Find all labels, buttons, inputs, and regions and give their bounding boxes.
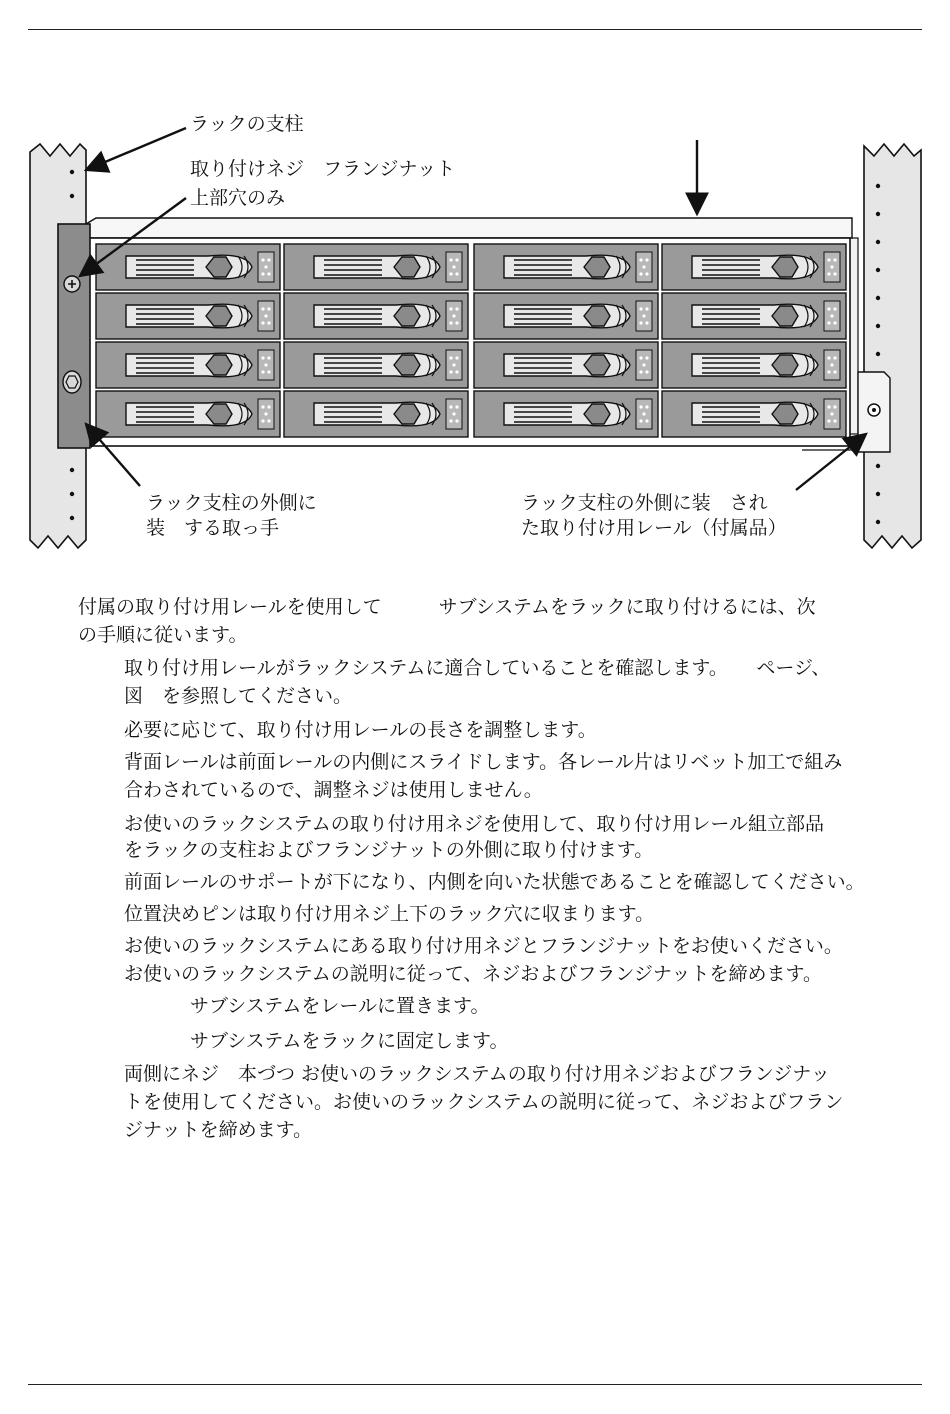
drive-tray (284, 244, 468, 290)
top-hole-only-label: 上部穴のみ (190, 187, 286, 209)
bottom-rule (28, 1384, 922, 1385)
intro-line-1: 付属の取り付け用レールを使用して サブシステムをラックに取り付けるには、次 (78, 596, 816, 618)
rack-post-leader (86, 128, 186, 170)
step-3-note-4: お使いのラックシステムの説明に従って、ネジおよびフランジナットを締めます。 (124, 963, 822, 985)
handle-label-line2: 装 する取っ手 (146, 517, 280, 539)
step-1-line-2: 図 を参照してください。 (124, 685, 353, 707)
drive-tray (284, 391, 468, 437)
left-handle (58, 224, 90, 448)
drive-tray (96, 244, 280, 290)
drive-tray (96, 342, 280, 388)
step-5-note-line-2: トを使用してください。お使いのラックシステムの説明に従って、ネジおよびフラン (124, 1091, 844, 1113)
right-rack-post (864, 144, 921, 548)
step-5-note-line-3: ジナットを締めます。 (124, 1119, 313, 1141)
drive-tray (284, 293, 468, 339)
rail-label-line2: た取り付け用レール（付属品） (521, 517, 787, 539)
drive-tray (474, 293, 658, 339)
step-3-note-2: 位置決めピンは取り付け用ネジ上下のラック穴に収まります。 (124, 903, 655, 925)
rack-post-label: ラックの支柱 (190, 113, 304, 135)
rack-mount-illustration (0, 0, 950, 560)
step-3-line-2: をラックの支柱およびフランジナットの外側に取り付けます。 (124, 839, 654, 861)
step-4: サブシステムをレールに置きます。 (190, 995, 490, 1017)
step-5: サブシステムをラックに固定します。 (190, 1030, 509, 1052)
step-2: 必要に応じて、取り付け用レールの長さを調整します。 (124, 719, 597, 741)
drive-tray (96, 293, 280, 339)
handle-label-line1: ラック支柱の外側に (146, 492, 317, 514)
step-5-note-line-1: 両側にネジ 本づつ お使いのラックシステムの取り付け用ネジおよびフランジナッ (124, 1063, 830, 1085)
drive-tray (284, 342, 468, 388)
step-3-line-1: お使いのラックシステムの取り付け用ネジを使用して、取り付け用レール組立部品 (124, 813, 824, 835)
screw-flange-nut-label: 取り付けネジ フランジナット (190, 158, 456, 180)
drive-tray (662, 293, 846, 339)
rail-label-line1: ラック支柱の外側に装 され (521, 492, 768, 514)
drive-tray (96, 391, 280, 437)
drive-tray (662, 391, 846, 437)
step-1-line-1: 取り付け用レールがラックシステムに適合していることを確認します。 ページ、 (124, 657, 831, 679)
drive-tray (474, 391, 658, 437)
step-3-note-3: お使いのラックシステムにある取り付け用ネジとフランジナットをお使いください。 (124, 935, 843, 957)
drive-tray (474, 342, 658, 388)
step-2-note-line-1: 背面レールは前面レールの内側にスライドします。各レール片はリベット加工で組み (124, 751, 843, 773)
drive-tray (662, 244, 846, 290)
step-2-note-line-2: 合わされているので、調整ネジは使用しません。 (124, 779, 543, 801)
step-3-note-1: 前面レールのサポートが下になり、内側を向いた状態であることを確認してください。 (124, 871, 865, 893)
drive-tray (474, 244, 658, 290)
intro-line-2: の手順に従います。 (78, 624, 248, 646)
drive-tray (662, 342, 846, 388)
